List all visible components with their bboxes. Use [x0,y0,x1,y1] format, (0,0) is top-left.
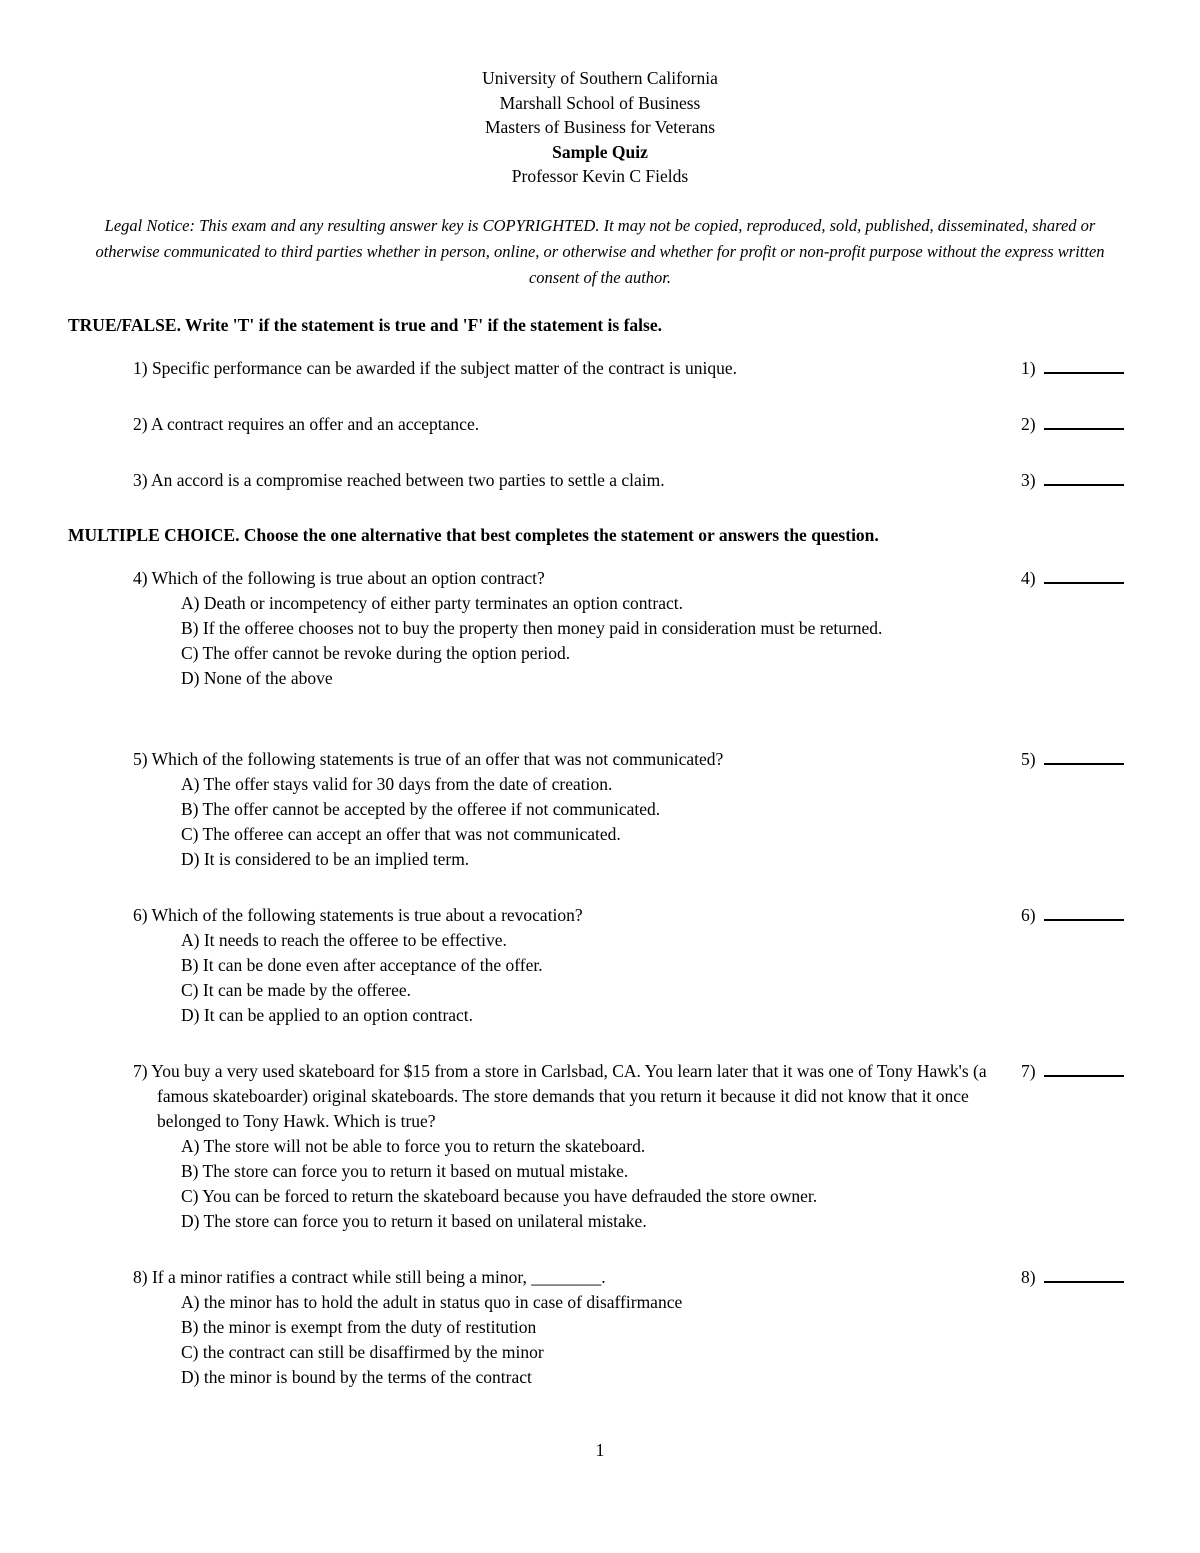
answer-number: 2) [1021,414,1036,434]
question-5 [133,747,993,872]
answer-blank[interactable] [1044,1061,1124,1077]
choice-c: C) The offer cannot be revoke during the option period. [181,643,571,663]
multiple-choice-heading: MULTIPLE CHOICE. Choose the one alternative that best completes the statement or answers the question. [68,525,879,545]
choice-b: B) If the offeree chooses not to buy the property then money paid in consideration must be returned. [181,618,883,638]
choice-a: A) It needs to reach the offeree to be effective. [181,930,507,950]
answer-number: 7) [1021,1061,1036,1081]
choice-a: A) The store will not be able to force you to return the skateboard. [181,1136,646,1156]
professor-name: Professor Kevin C Fields [511,166,689,187]
choice-c: C) You can be forced to return the skateboard because you have defrauded the store owner. [181,1186,818,1206]
question-stem: 5) Which of the following statements is true of an offer that was not communicated? [133,749,724,769]
answer-blank[interactable] [1044,1267,1124,1283]
answer-number: 8) [1021,1267,1036,1287]
question-stem: 2) A contract requires an offer and an acceptance. [133,414,480,434]
university-name: University of Southern California [482,68,718,88]
answer-blank[interactable] [1044,414,1124,430]
question-stem: 7) You buy a very used skateboard for $15 from a store in Carlsbad, CA. You learn later that it was one of Tony Hawk's (a famous skateboarder) original skateboards. The store demands that you return it because it did not know that it once belonged to Tony Hawk. Which is true? [133,1061,987,1131]
choice-d: D) It is considered to be an implied term. [181,849,470,869]
answer-slot-4[interactable] [1021,566,1124,591]
answer-slot-2[interactable] [1021,412,1124,437]
question-7 [133,1059,993,1234]
question-4 [133,566,993,691]
answer-number: 1) [1021,358,1036,378]
page-number: 1 [595,1440,605,1460]
choice-a: A) the minor has to hold the adult in status quo in case of disaffirmance [181,1292,683,1312]
choice-b: B) The store can force you to return it based on mutual mistake. [181,1161,629,1181]
answer-slot-3[interactable] [1021,468,1124,493]
question-2 [133,412,993,437]
answer-blank[interactable] [1044,905,1124,921]
choice-b: B) The offer cannot be accepted by the offeree if not communicated. [181,799,661,819]
choice-d: D) None of the above [181,668,333,688]
answer-blank[interactable] [1044,358,1124,374]
question-3 [133,468,993,493]
question-stem: 1) Specific performance can be awarded if the subject matter of the contract is unique. [133,358,737,378]
answer-number: 6) [1021,905,1036,925]
answer-slot-8[interactable] [1021,1265,1124,1290]
answer-slot-7[interactable] [1021,1059,1124,1084]
answer-slot-5[interactable] [1021,747,1124,772]
true-false-heading: TRUE/FALSE. Write 'T' if the statement is true and 'F' if the statement is false. [68,315,662,335]
answer-slot-1[interactable] [1021,356,1124,381]
choice-c: C) the contract can still be disaffirmed by the minor [181,1342,544,1362]
document-title: Sample Quiz [552,141,648,162]
choice-d: D) the minor is bound by the terms of the contract [181,1367,532,1387]
question-1 [133,356,993,381]
choice-d: D) It can be applied to an option contract. [181,1005,474,1025]
choice-a: A) The offer stays valid for 30 days from the date of creation. [181,774,613,794]
choice-b: B) It can be done even after acceptance of the offer. [181,955,543,975]
choice-c: C) The offeree can accept an offer that was not communicated. [181,824,621,844]
question-stem: 6) Which of the following statements is true about a revocation? [133,905,583,925]
legal-notice: Legal Notice: This exam and any resulting answer key is COPYRIGHTED. It may not be copied, reproduced, sold, published, disseminated, shared or otherwise communicated to third parties whether in person, online, or otherwise and whether for profit or non-profit purpose without the express written consent of the author. [95,216,1105,287]
document-header [0,66,1200,189]
choice-c: C) It can be made by the offeree. [181,980,411,1000]
answer-slot-6[interactable] [1021,903,1124,928]
program-name: Masters of Business for Veterans [484,117,716,138]
answer-blank[interactable] [1044,568,1124,584]
school-name: Marshall School of Business [499,92,701,113]
choice-a: A) Death or incompetency of either party terminates an option contract. [181,593,683,613]
answer-number: 4) [1021,568,1036,588]
question-stem: 8) If a minor ratifies a contract while still being a minor, ________. [133,1267,606,1287]
answer-number: 3) [1021,470,1036,490]
answer-blank[interactable] [1044,749,1124,765]
question-stem: 3) An accord is a compromise reached between two parties to settle a claim. [133,470,665,490]
question-stem: 4) Which of the following is true about an option contract? [133,568,545,588]
question-8 [133,1265,993,1390]
choice-d: D) The store can force you to return it based on unilateral mistake. [181,1211,647,1231]
answer-number: 5) [1021,749,1036,769]
answer-blank[interactable] [1044,470,1124,486]
choice-b: B) the minor is exempt from the duty of restitution [181,1317,537,1337]
question-6 [133,903,993,1028]
